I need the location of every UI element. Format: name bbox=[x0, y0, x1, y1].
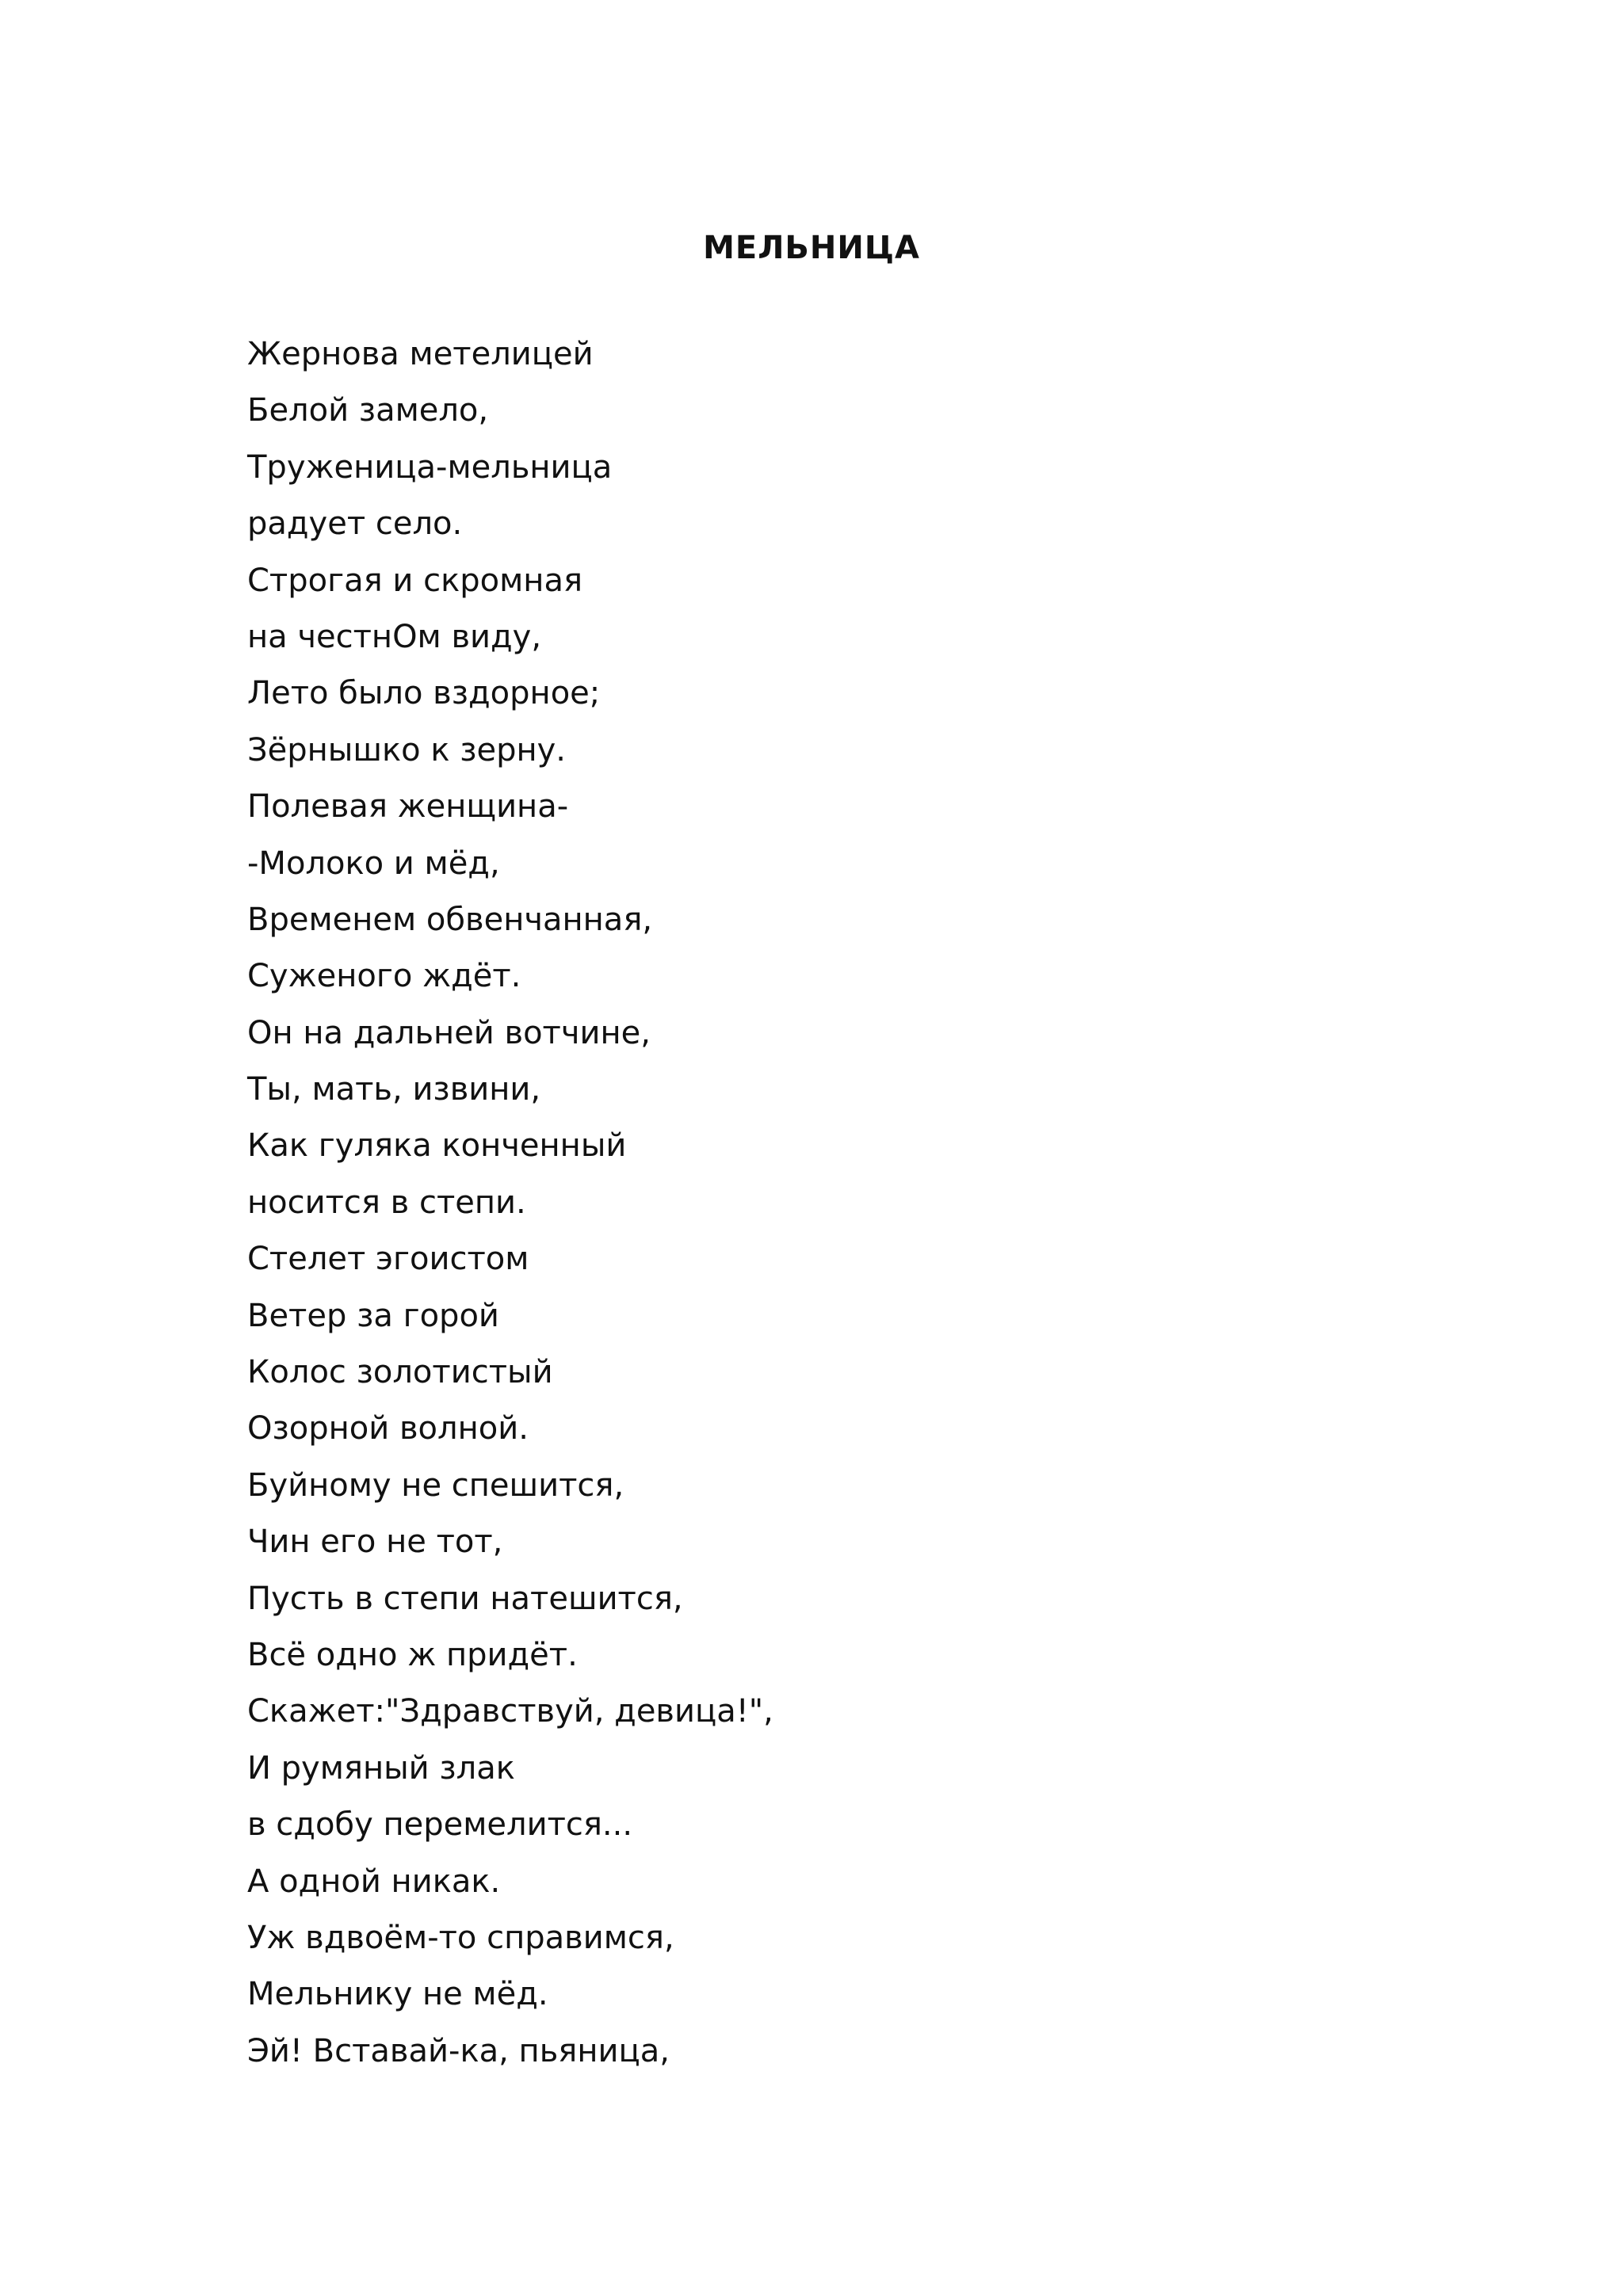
poem-line: Он на дальней вотчине, bbox=[247, 1014, 651, 1051]
poem-line: Мельнику не мёд. bbox=[247, 1976, 548, 2013]
poem-line: Всё одно ж придёт. bbox=[247, 1636, 578, 1673]
poem-line: Колос золотистый bbox=[247, 1354, 553, 1391]
poem-line: Пусть в степи натешится, bbox=[247, 1580, 683, 1617]
poem-line: Ты, мать, извини, bbox=[247, 1071, 541, 1108]
poem-line: Жернова метелицей bbox=[247, 336, 594, 372]
poem-line: Как гуляка конченный bbox=[247, 1127, 627, 1165]
poem-line: в сдобу перемелится... bbox=[247, 1806, 633, 1844]
poem-line: радует село. bbox=[247, 505, 463, 543]
poem-line: Зёрнышко к зерну. bbox=[247, 731, 567, 769]
poem-body bbox=[247, 333, 773, 2086]
poem-line: Белой замело, bbox=[247, 392, 489, 429]
poem-line: Полевая женщина- bbox=[247, 788, 569, 826]
poem-line: Уж вдвоём-то справимся, bbox=[247, 1919, 674, 1956]
poem-line: Чин его не тот, bbox=[247, 1524, 503, 1561]
poem-line: -Молоко и мёд, bbox=[247, 845, 500, 882]
poem-line: Ветер за горой bbox=[247, 1297, 499, 1334]
poem-line: Строгая и скромная bbox=[247, 562, 583, 599]
poem-line: на честнОм виду, bbox=[247, 618, 542, 655]
poem-title: МЕЛЬНИЦА bbox=[703, 230, 920, 266]
poem-line: Озорной волной. bbox=[247, 1410, 529, 1447]
poem-line: Эй! Вставай-ка, пьяница, bbox=[247, 2032, 670, 2069]
poem-line: Суженого ждёт. bbox=[247, 958, 521, 995]
poem-line: Временем обвенчанная, bbox=[247, 901, 653, 938]
poem-line: Стелет эгоистом bbox=[247, 1241, 529, 1278]
poem-line: Скажет:"Здравствуй, девица!", bbox=[247, 1693, 773, 1730]
poem-line: Труженица-мельница bbox=[247, 448, 613, 486]
poem-line: И румяный злак bbox=[247, 1749, 515, 1787]
poem-line: Буйному не спешится, bbox=[247, 1466, 624, 1504]
poem-line: Лето было вздорное; bbox=[247, 675, 601, 712]
poem-line: А одной никак. bbox=[247, 1863, 501, 1900]
poem-line: носится в степи. bbox=[247, 1184, 526, 1221]
